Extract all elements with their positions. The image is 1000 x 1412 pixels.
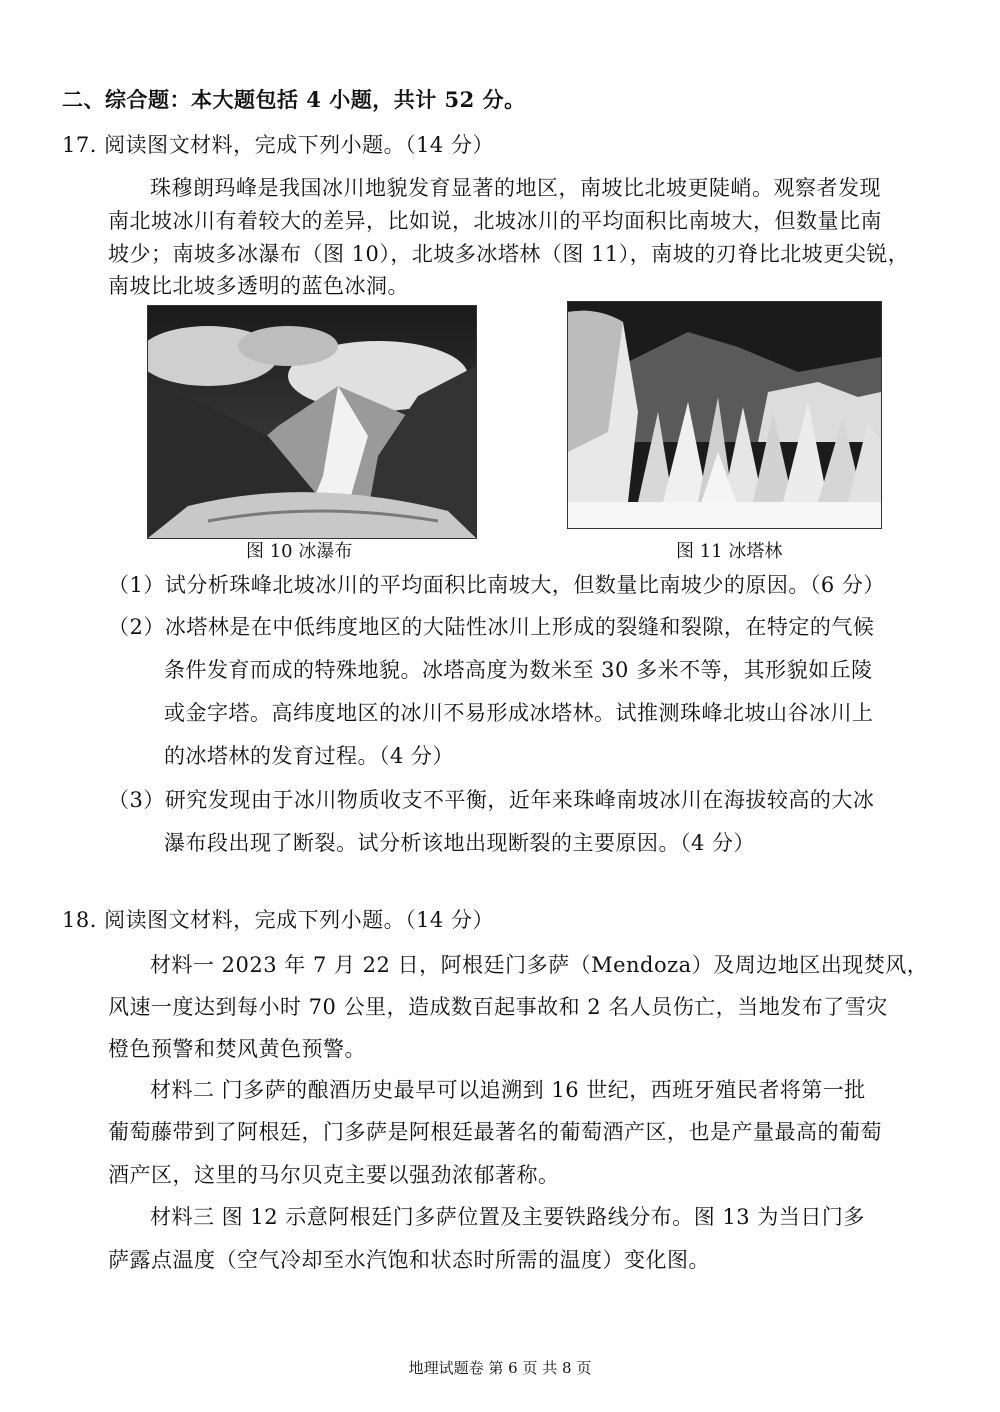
q18-material3-line-2: 萨露点温度（空气冷却至水汽饱和状态时所需的温度）变化图。 (108, 1248, 710, 1272)
q17-para-line-2: 南北坡冰川有着较大的差异，比如说，北坡冰川的平均面积比南坡大，但数量比南 (108, 209, 882, 233)
q18-material2-line-3: 酒产区，这里的马尔贝克主要以强劲浓郁著称。 (108, 1163, 560, 1187)
q17-sub1: （1）试分析珠峰北坡冰川的平均面积比南坡大，但数量比南坡少的原因。（6 分） (108, 573, 885, 597)
q18-title: 18. 阅读图文材料，完成下列小题。（14 分） (62, 908, 494, 932)
page-footer: 地理试题卷 第 6 页 共 8 页 (408, 1359, 592, 1377)
q17-sub2-line-3: 或金字塔。高纬度地区的冰川不易形成冰塔林。试推测珠峰北坡山谷冰川上 (164, 701, 874, 725)
q17-sub2-line-1: （2）冰塔林是在中低纬度地区的大陆性冰川上形成的裂缝和裂隙，在特定的气候 (108, 615, 875, 639)
q17-para-line-3: 坡少；南坡多冰瀑布（图 10），北坡多冰塔林（图 11），南坡的刃脊比北坡更尖锐， (108, 242, 910, 266)
q17-sub2-line-2: 条件发育而成的特殊地貌。冰塔高度为数米至 30 多米不等，其形貌如丘陵 (164, 658, 873, 682)
q18-material1-line-1: 材料一 2023 年 7 月 22 日，阿根廷门多萨（Mendoza）及周边地区出现焚风， (150, 953, 929, 977)
section-heading: 二、综合题：本大题包括 4 小题，共计 52 分。 (62, 87, 526, 112)
q17-para-line-4: 南坡比北坡多透明的蓝色冰洞。 (108, 274, 409, 298)
q18-material1-line-2: 风速一度达到每小时 70 公里，造成数百起事故和 2 名人员伤亡，当地发布了雪灾 (108, 995, 888, 1019)
figure-10-ice-waterfall-image (147, 305, 477, 539)
q17-title: 17. 阅读图文材料，完成下列小题。（14 分） (62, 133, 494, 157)
q18-material3-line-1: 材料三 图 12 示意阿根廷门多萨位置及主要铁路线分布。图 13 为当日门多 (150, 1205, 865, 1229)
figure-11-caption: 图 11 冰塔林 (676, 541, 783, 562)
q18-material2-line-1: 材料二 门多萨的酿酒历史最早可以追溯到 16 世纪，西班牙殖民者将第一批 (150, 1078, 866, 1102)
q17-sub3-line-2: 瀑布段出现了断裂。试分析该地出现断裂的主要原因。（4 分） (164, 831, 756, 855)
q18-material2-line-2: 葡萄藤带到了阿根廷，门多萨是阿根廷最著名的葡萄酒产区，也是产量最高的葡萄 (108, 1120, 882, 1144)
figure-11-ice-tower-forest-image (567, 301, 882, 529)
q17-para-line-1: 珠穆朗玛峰是我国冰川地貌发育显著的地区，南坡比北坡更陡峭。观察者发现 (150, 176, 881, 200)
figure-10-caption: 图 10 冰瀑布 (246, 541, 353, 562)
q17-sub2-line-4: 的冰塔林的发育过程。（4 分） (164, 744, 455, 768)
q18-material1-line-3: 橙色预警和焚风黄色预警。 (108, 1037, 366, 1061)
q17-sub3-line-1: （3）研究发现由于冰川物质收支不平衡，近年来珠峰南坡冰川在海拔较高的大冰 (108, 788, 875, 812)
